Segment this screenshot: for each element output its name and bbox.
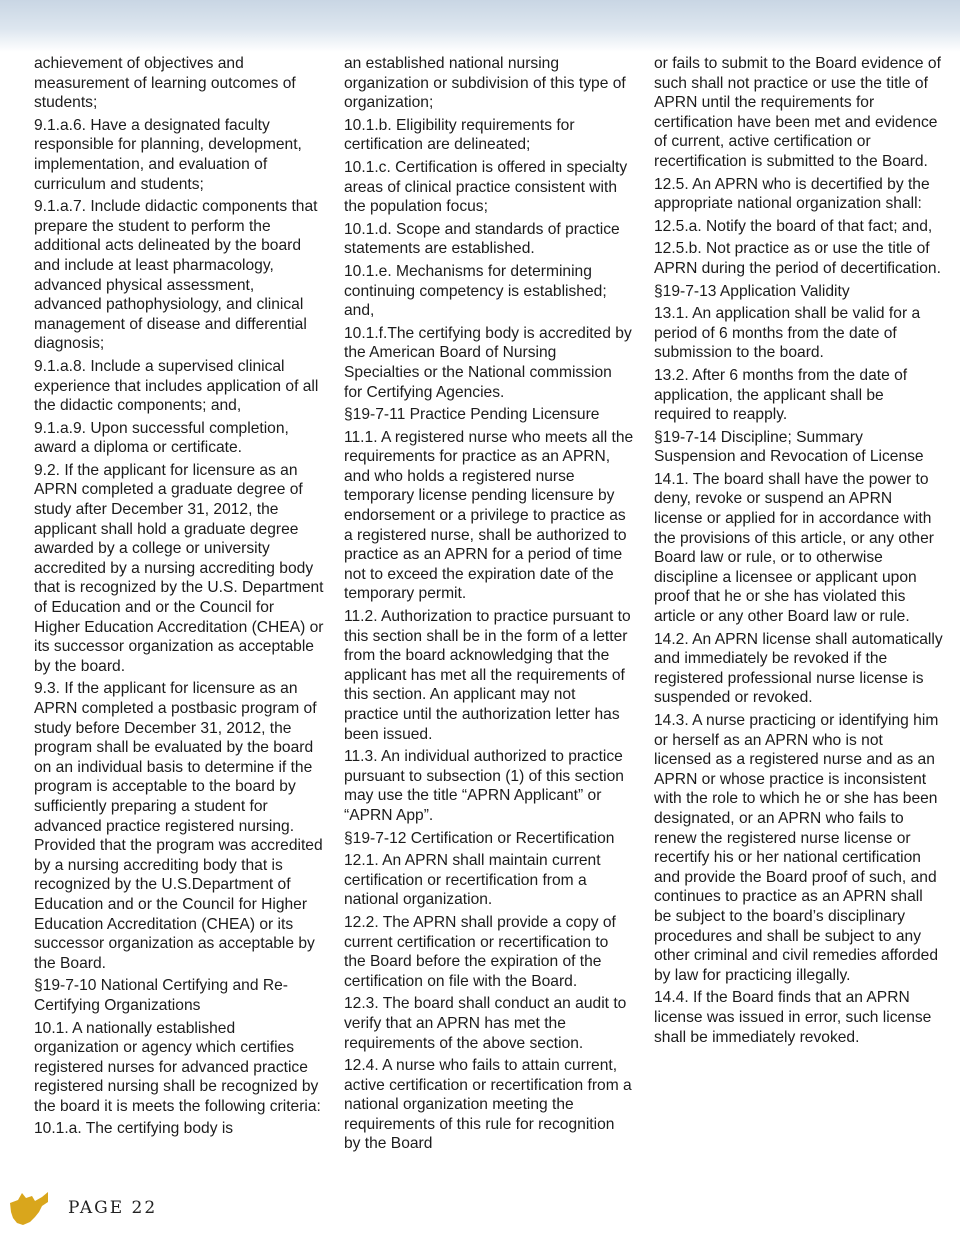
paragraph: 10.1.d. Scope and standards of practice statements are established. xyxy=(344,220,620,258)
section-heading: §19-7-10 National Certifying and Re-Certifying Organizations xyxy=(34,977,288,1014)
paragraph: 9.2. If the applicant for licensure as an APRN completed a graduate degree of study after December 31, 2012, the applicant shall hold a graduate degree awarded by a college or university accredited by a nursing accrediting body that is recognized by the U.S. Department of Education and or the Council for Higher Education Accreditation (CHEA) or its successor organization as acceptable by the board. xyxy=(34,461,324,675)
paragraph: 10.1.a. The certifying body is xyxy=(34,1120,234,1138)
paragraph: 9.1.a.6. Have a designated faculty responsible for planning, development, implementation, and evaluation of curriculum and students; xyxy=(34,116,302,193)
paragraph: 13.2. After 6 months from the date of application, the applicant shall be required to reapply. xyxy=(654,366,908,424)
paragraph: 12.3. The board shall conduct an audit to verify that an APRN has met the requirements of the above section. xyxy=(344,995,627,1052)
paragraph: 12.4. A nurse who fails to attain current, active certification or recertification from a national organization meeting the requirements of this rule for recognition by the Board xyxy=(344,1057,632,1153)
paragraph: 10.1. A nationally established organization or agency which certifies registered nurses for advanced practice registered nursing shall be recognized by the board it is meets the following criteria: xyxy=(34,1019,321,1115)
paragraph: 9.1.a.9. Upon successful completion, award a diploma or certificate. xyxy=(34,419,289,457)
paragraph: 14.4. If the Board finds that an APRN license was issued in error, such license shall be immediately revoked. xyxy=(654,989,932,1046)
paragraph: 10.1.f.The certifying body is accredited by the American Board of Nursing Specialties or the National commission for Certifying Agencies. xyxy=(344,324,632,401)
section-heading: §19-7-12 Certification or Recertification xyxy=(344,829,615,847)
paragraph: achievement of objectives and measurement of learning outcomes of students; xyxy=(34,55,296,112)
column-2 xyxy=(344,54,634,1182)
paragraph: 13.1. An application shall be valid for a period of 6 months from the date of submission to the board. xyxy=(654,305,921,362)
paragraph: 12.5.b. Not practice as or use the title of APRN during the period of decertification. xyxy=(654,240,941,277)
paragraph: 14.1. The board shall have the power to deny, revoke or suspend an APRN license or applied for in accordance with the provisions of this article, or any other Board law or rule, or to otherwise discipline a licensee or applicant upon proof that he or she has violated this article or any other Board law or rule. xyxy=(654,470,934,626)
paragraph: 10.1.b. Eligibility requirements for certification are delineated; xyxy=(344,116,575,154)
paragraph: 12.1. An APRN shall maintain current certification or recertification from a national organization. xyxy=(344,852,601,909)
section-heading: §19-7-14 Discipline; Summary Suspension and Revocation of License xyxy=(654,428,924,466)
paragraph: 9.1.a.7. Include didactic components that prepare the student to perform the additional acts delineated by the board and include at least pharmacology, advanced physical assessment, advanced pathophysiology, and clinical management of disease and differential diagnosis; xyxy=(34,198,318,353)
header-band xyxy=(0,0,960,52)
section-heading: §19-7-11 Practice Pending Licensure xyxy=(344,406,600,424)
page-footer xyxy=(8,1188,308,1228)
paragraph: 14.3. A nurse practicing or identifying him or herself as an APRN who is not licensed as a registered nurse and as an APRN or whose practice is inconsistent with the role to which he or she has been designated, or an APRN who fails to renew the registered nurse license or recertify his or her national certification and provide the Board proof of such, and continues to practice as an APRN shall be subject to the board’s disciplinary procedures and shall be subject to any other criminal and civil remedies afforded by law for practicing illegally. xyxy=(654,712,939,984)
paragraph: 11.2. Authorization to practice pursuant to this section shall be in the form of a letter from the board acknowledging that the applicant has met all the requirements of this section. An applicant may not practice until the authorization letter has been issued. xyxy=(344,608,631,743)
paragraph: 10.1.c. Certification is offered in specialty areas of clinical practice consistent with the population focus; xyxy=(344,158,628,216)
paragraph: an established national nursing organization or subdivision of this type of organization; xyxy=(344,55,626,112)
paragraph: 12.5. An APRN who is decertified by the appropriate national organization shall: xyxy=(654,175,930,213)
document-body xyxy=(34,54,944,1182)
paragraph: 14.2. An APRN license shall automatically and immediately be revoked if the registered professional nurse license is suspended or revoked. xyxy=(654,630,943,707)
paragraph: 9.3. If the applicant for licensure as an APRN completed a postbasic program of study before December 31, 2012, the program shall be evaluated by the board on an individual basis to determine if the program is acceptable to the board by sufficiently preparing a student for advanced practice registered nursing. Provided that the program was accredited by a nursing accrediting body that is recognized by the U.S.Department of Education and or the Council for Higher Education Accreditation (CHEA) or its successor organization as acceptable by the Board. xyxy=(34,680,323,972)
section-heading: §19-7-13 Application Validity xyxy=(654,282,850,300)
page-number: PAGE 22 xyxy=(68,1198,158,1218)
paragraph: 12.5.a. Notify the board of that fact; and, xyxy=(654,217,933,235)
paragraph: 9.1.a.8. Include a supervised clinical experience that includes application of all the didactic components; and, xyxy=(34,357,319,415)
column-1 xyxy=(34,54,324,1182)
paragraph: 12.2. The APRN shall provide a copy of current certification or recertification to the Board before the expiration of the certification on file with the Board. xyxy=(344,913,616,990)
paragraph: 11.1. A registered nurse who meets all the requirements for practice as an APRN, and who holds a registered nurse temporary license pending licensure by endorsement or a privilege to practice as a registered nurse, shall be authorized to practice as an APRN for a period of time not to exceed the expiration date of the temporary permit. xyxy=(344,428,634,603)
column-3 xyxy=(654,54,944,1182)
paragraph: or fails to submit to the Board evidence of such shall not practice or use the title of APRN until the requirements for certification have been met and evidence of current, active certification or recertification is submitted to the Board. xyxy=(654,55,941,170)
paragraph: 11.3. An individual authorized to practice pursuant to subsection (1) of this section may use the title “APRN Applicant” or “APRN App”. xyxy=(344,748,624,824)
paragraph: 10.1.e. Mechanisms for determining continuing competency is established; and, xyxy=(344,262,607,320)
west-virginia-state-icon xyxy=(8,1189,50,1227)
